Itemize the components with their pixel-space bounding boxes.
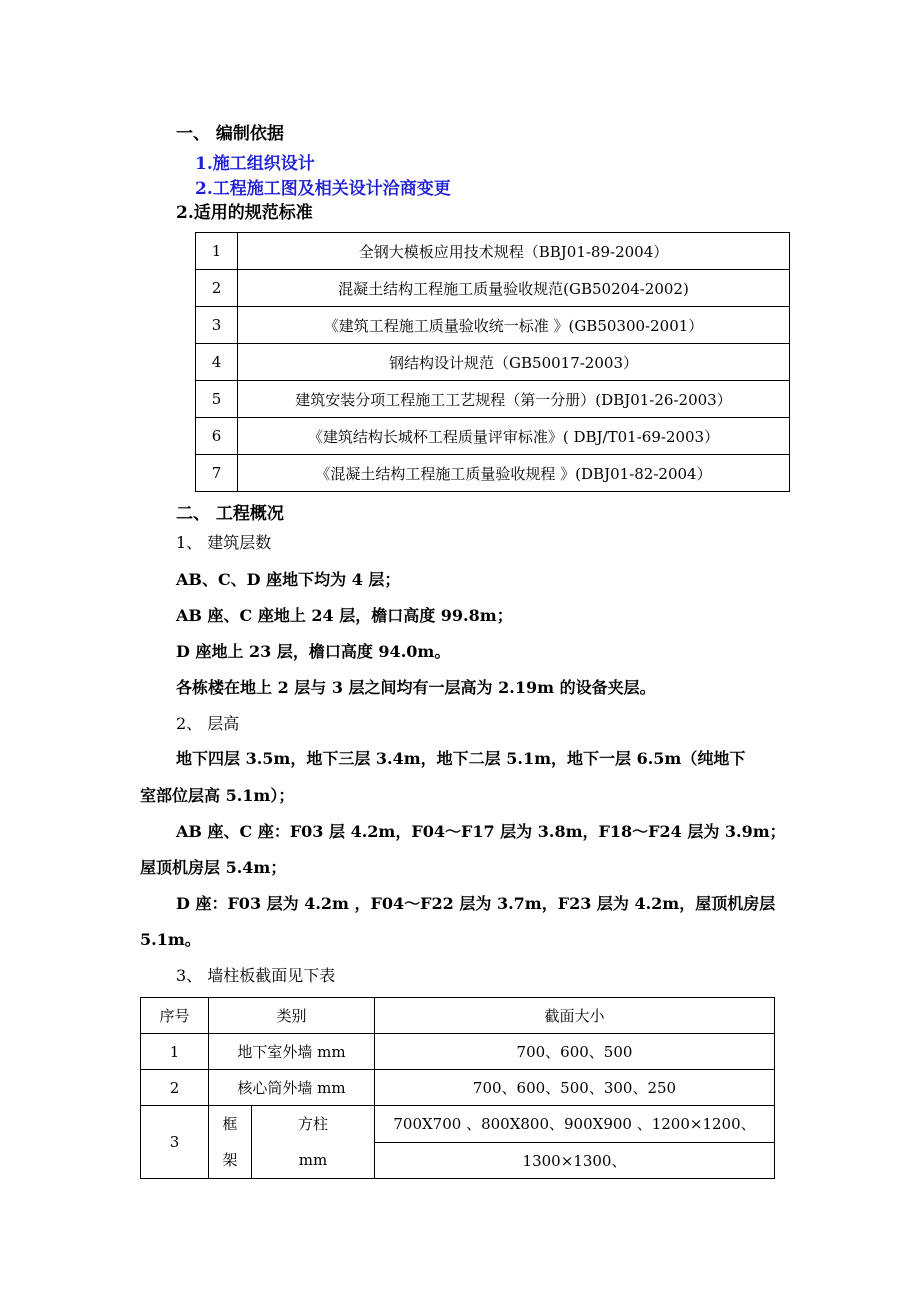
standard-no: 4 xyxy=(196,344,238,381)
row-type-line2: mm xyxy=(298,1151,328,1169)
height-p1-line1: 地下四层 3.5m，地下三层 3.4m，地下二层 5.1m，地下一层 6.5m（纯地下 xyxy=(176,749,746,768)
row-no: 2 xyxy=(141,1070,209,1106)
standard-no: 5 xyxy=(196,381,238,418)
table-row xyxy=(196,307,790,344)
standard-no: 2 xyxy=(196,270,238,307)
section-1-heading: 一、 编制依据 xyxy=(176,124,284,144)
standard-name: 混凝土结构工程施工质量验收规范(GB50204-2002) xyxy=(238,270,790,307)
row-category: 地下室外墙 mm xyxy=(209,1034,375,1070)
row-size-line1: 700X700 、800X800、900X900 、1200×1200、 xyxy=(375,1106,775,1143)
header-no: 序号 xyxy=(141,998,209,1034)
table-row xyxy=(196,233,790,270)
height-p3-line1: D 座：F03 层为 4.2m ，F04～F22 层为 3.7m，F23 层为 4.2m，屋顶机房层 xyxy=(176,894,776,913)
row-type xyxy=(252,1106,375,1179)
table-row xyxy=(196,381,790,418)
standard-name: 《建筑结构长城杯工程质量评审标准》( DBJ/T01-69-2003） xyxy=(238,418,790,455)
section-2-heading: 二、 工程概况 xyxy=(176,504,284,524)
table-row xyxy=(196,344,790,381)
height-p2-line2: 屋顶机房层 5.4m； xyxy=(140,858,287,877)
row-type-line1: 方柱 xyxy=(297,1115,328,1133)
section-table-title: 3、 墙柱板截面见下表 xyxy=(176,966,336,985)
table-header-row xyxy=(141,998,775,1034)
header-category: 类别 xyxy=(209,998,375,1034)
standards-table xyxy=(195,232,790,492)
standard-name: 《建筑工程施工质量验收统一标准 》(GB50300-2001） xyxy=(238,307,790,344)
section-size-table xyxy=(140,997,775,1179)
row-size: 700、600、500 xyxy=(375,1034,775,1070)
table-row xyxy=(141,1106,775,1143)
standard-name: 全钢大模板应用技术规程（BBJ01-89-2004） xyxy=(238,233,790,270)
row-group-line1: 框 xyxy=(222,1115,238,1133)
table-row xyxy=(196,270,790,307)
table-row xyxy=(141,1034,775,1070)
row-size-line2: 1300×1300、 xyxy=(375,1142,775,1179)
height-p3-line2: 5.1m。 xyxy=(140,930,201,949)
row-category: 核心筒外墙 mm xyxy=(209,1070,375,1106)
floors-line-4: 各栋楼在地上 2 层与 3 层之间均有一层高为 2.19m 的设备夹层。 xyxy=(176,678,656,697)
floors-line-3: D 座地上 23 层，檐口高度 94.0m。 xyxy=(176,642,451,661)
row-no: 3 xyxy=(141,1106,209,1179)
row-no: 1 xyxy=(141,1034,209,1070)
standard-no: 6 xyxy=(196,418,238,455)
floors-line-2: AB 座、C 座地上 24 层，檐口高度 99.8m； xyxy=(176,606,513,625)
floors-line-1: AB、C、D 座地下均为 4 层； xyxy=(176,570,401,589)
height-p1-line2: 室部位层高 5.1m）； xyxy=(140,786,295,805)
basis-item-2: 2.工程施工图及相关设计洽商变更 xyxy=(195,179,451,199)
row-group xyxy=(209,1106,252,1179)
basis-item-1: 1.施工组织设计 xyxy=(195,154,315,174)
standards-heading: 2.适用的规范标准 xyxy=(176,203,313,223)
height-title: 2、 层高 xyxy=(176,714,240,733)
floors-title: 1、 建筑层数 xyxy=(176,533,272,552)
standard-no: 7 xyxy=(196,455,238,492)
table-row xyxy=(141,1070,775,1106)
table-row xyxy=(196,418,790,455)
row-size: 700、600、500、300、250 xyxy=(375,1070,775,1106)
standard-name: 钢结构设计规范（GB50017-2003） xyxy=(238,344,790,381)
standard-no: 1 xyxy=(196,233,238,270)
standard-no: 3 xyxy=(196,307,238,344)
standard-name: 建筑安装分项工程施工工艺规程（第一分册）(DBJ01-26-2003） xyxy=(238,381,790,418)
height-p2-line1: AB 座、C 座：F03 层 4.2m，F04～F17 层为 3.8m，F18～F24 层为 3.9m； xyxy=(176,822,786,841)
table-row xyxy=(196,455,790,492)
standard-name: 《混凝土结构工程施工质量验收规程 》(DBJ01-82-2004） xyxy=(238,455,790,492)
header-size: 截面大小 xyxy=(375,998,775,1034)
row-group-line2: 架 xyxy=(222,1151,238,1169)
